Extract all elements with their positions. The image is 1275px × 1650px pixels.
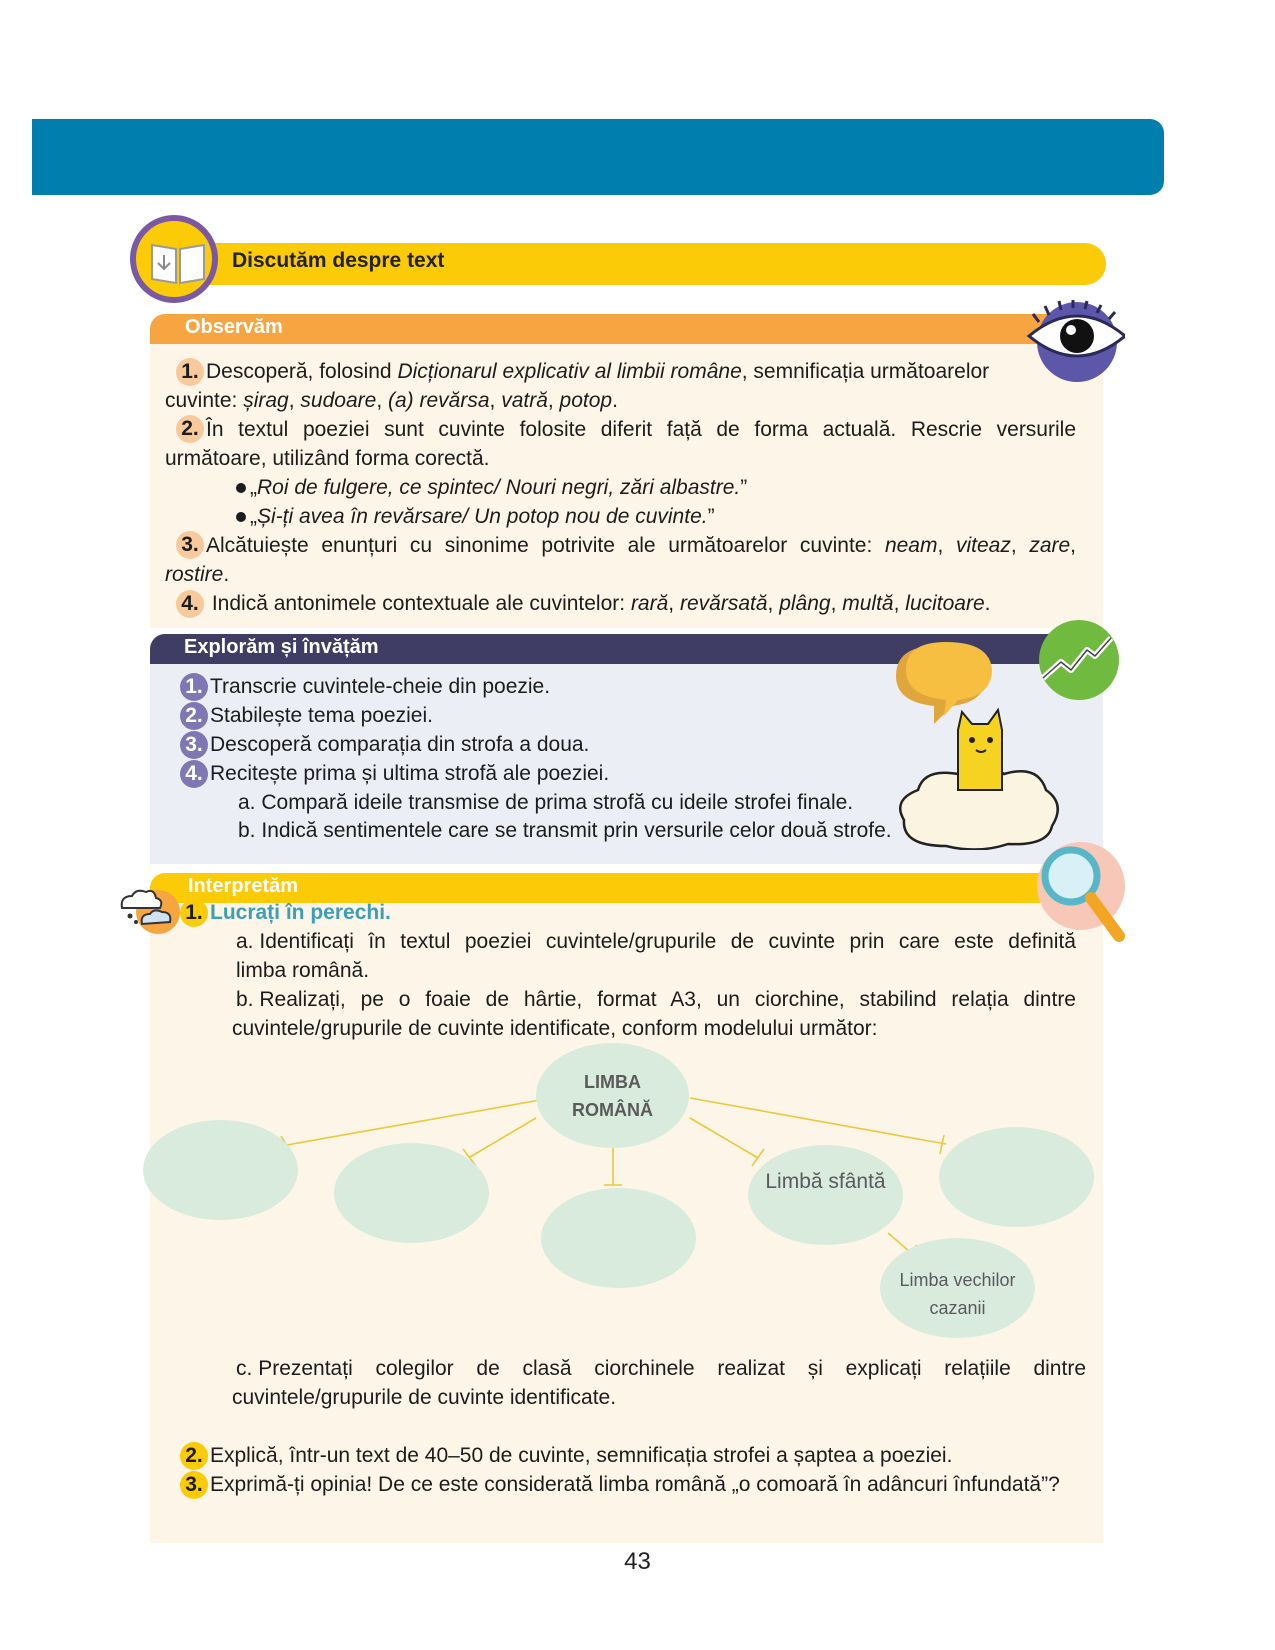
observam-item-1: 1. Descoperă, folosind Dicționarul explicativ al limbii române, semnificația următoarelor: [176, 357, 989, 386]
bullet-verse-1: „Roi de fulgere, ce spintec/ Nouri negri, zări albastre.”: [236, 473, 747, 502]
item-number: 3.: [180, 731, 208, 759]
exploram-title: Explorăm și învățăm: [184, 636, 379, 658]
cluster-center-label: LIMBA ROMÂNĂ: [572, 1072, 653, 1120]
page-title: Discutăm despre text: [232, 249, 445, 272]
cluster-empty-bubble-3: [541, 1188, 696, 1288]
item-number: 1.: [180, 673, 208, 701]
observam-item-2-continuation: următoare, utilizând forma corectă.: [165, 447, 490, 470]
interpretam-sub-c: c. Prezentați colegilor de clasă ciorchinele realizat și explicați relațiile dintre: [236, 1357, 1086, 1380]
interpretam-item-3: 3. Exprimă-ți opinia! De ce este considerată limba română „o comoară în adâncuri înfundată”?: [180, 1470, 1060, 1499]
observam-item-2: 2. În textul poeziei sunt cuvinte folosite diferit față de forma actuală. Rescrie versurile: [176, 415, 1076, 444]
observam-item-3: 3. Alcătuiește enunțuri cu sinonime potrivite ale următoarelor cuvinte: neam, viteaz, zare,: [176, 531, 1076, 560]
item-number: 2.: [180, 702, 208, 730]
item-number: 1.: [176, 358, 204, 386]
exploram-sub-b: b. Indică sentimentele care se transmit prin versurile celor două strofe.: [238, 819, 892, 842]
interpretam-sub-c-continuation: cuvintele/grupurile de cuvinte identificate.: [232, 1386, 617, 1409]
cluster-empty-bubble-2: [334, 1143, 489, 1243]
interpretam-item-2: 2. Explică, într-un text de 40–50 de cuvinte, semnificația strofei a șaptea a poeziei.: [180, 1441, 952, 1470]
item-number: 2.: [180, 1442, 208, 1470]
item-number: 4.: [180, 760, 208, 788]
page-number: 43: [624, 1548, 651, 1575]
observam-title: Observăm: [185, 316, 283, 338]
interpretam-item-1: 1. Lucrați în perechi.: [180, 898, 391, 927]
interpretam-sub-b-continuation: cuvintele/grupurile de cuvinte identificate, conform modelului următor:: [232, 1017, 878, 1040]
exploram-item-1: 1. Transcrie cuvintele-cheie din poezie.: [180, 672, 550, 701]
cluster-bubble-sacred: [748, 1145, 903, 1245]
item-number: 2.: [176, 415, 204, 443]
cluster-empty-bubble-1: [143, 1120, 298, 1220]
observam-item-1-continuation: cuvinte: șirag, sudoare, (a) revărsa, vatră, potop.: [165, 389, 618, 412]
cluster-label-old-books: Limba vechilor cazanii: [899, 1270, 1016, 1318]
exploram-sub-a: a. Compară ideile transmise de prima strofă cu ideile strofei finale.: [238, 791, 854, 814]
item-number: 3.: [176, 531, 204, 559]
interpretam-title: Interpretăm: [188, 875, 299, 897]
interpretam-sub-a: a. Identificați în textul poeziei cuvintele/grupurile de cuvinte prin care este definită: [236, 930, 1076, 953]
item-number: 3.: [180, 1471, 208, 1499]
observam-item-3-continuation: rostire.: [165, 563, 230, 586]
bullet-verse-2: „Și-ți avea în revărsare/ Un potop nou de cuvinte.”: [236, 502, 715, 531]
exploram-item-3: 3. Descoperă comparația din strofa a doua.: [180, 730, 589, 759]
item-number: 1.: [180, 899, 208, 927]
item-number: 4.: [176, 590, 204, 618]
exploram-item-4: 4. Recitește prima și ultima strofă ale poeziei.: [180, 759, 609, 788]
cluster-empty-bubble-4: [939, 1127, 1094, 1227]
interpretam-sub-b: b. Realizați, pe o foaie de hârtie, format A3, un ciorchine, stabilind relația dintre: [236, 988, 1076, 1011]
exploram-item-2: 2. Stabilește tema poeziei.: [180, 701, 433, 730]
observam-item-4: 4. Indică antonimele contextuale ale cuvintelor: rară, revărsată, plâng, multă, lucitoare.: [176, 589, 991, 618]
cluster-label-sacred: Limbă sfântă: [765, 1170, 886, 1193]
interpretam-sub-a-continuation: limba română.: [236, 959, 370, 982]
